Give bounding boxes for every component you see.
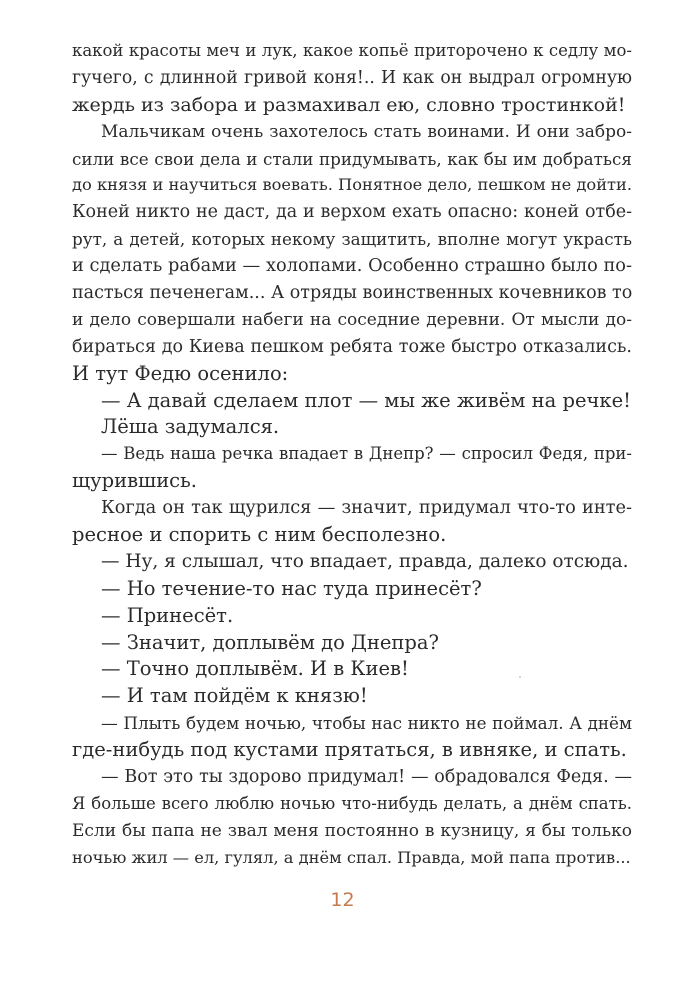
text-line: где-нибудь под кустами прятаться, в ивняке, и спать. [72,738,627,762]
text-line: — Вот это ты здорово придумал! — обрадовался Федя. — [101,767,632,788]
text-line: и сделать рабами — холопами. Особенно страшно было по- [72,256,632,277]
text-line: Если бы папа не звал меня постоянно в кузницу, я бы только [72,820,632,841]
paper-speck [519,676,521,678]
text-line: Мальчикам очень захотелось стать воинами. И они забро- [101,121,632,142]
text-line: — Плыть будем ночью, чтобы нас никто не поймал. А днём [101,713,632,734]
text-line: — А давай сделаем плот — мы же живём на речке! [101,388,631,412]
text-line: рут, а детей, которых некому защитить, вполне могут украсть [72,229,632,250]
text-line: — И там пойдём к князю! [101,684,368,708]
text-line: Лёша задумался. [101,415,280,439]
text-line: Я больше всего люблю ночью что-нибудь делать, а днём спать. [72,793,632,813]
text-line: Когда он так щурился — значит, придумал что-то инте- [101,498,632,519]
body-text [72,38,632,872]
text-line: — Принесёт. [101,603,234,627]
text-line: до князя и научиться воевать. Понятное дело, пешком не дойти. [72,175,633,195]
text-line: И тут Федю осенило: [72,361,289,385]
text-line: Коней никто не даст, да и верхом ехать опасно: коней отбе- [72,202,632,223]
text-line: сили все свои дела и стали придумывать, как бы им добраться [72,148,632,169]
text-line: какой красоты меч и лук, какое копьё приторочено к седлу мо- [72,41,632,60]
text-line: пасться печенегам... А отряды воинственных кочевников то [72,283,633,304]
text-line: — Точно доплывём. И в Киев! [101,657,409,681]
text-line: — Значит, доплывём до Днепра? [101,630,439,654]
text-line: щурившись. [72,469,197,493]
page-number: 12 [330,889,355,911]
text-line: ресное и спорить с ним бесполезно. [72,523,447,547]
text-line: ночью жил — ел, гулял, а днём спал. Правда, мой папа против... [72,847,631,867]
text-line: бираться до Киева пешком ребята тоже быстро отказались. [72,336,632,357]
text-line: жердь из забора и размахивал ею, словно тростинкой! [72,93,626,116]
text-line: — Ведь наша речка впадает в Днепр? — спросил Федя, при- [101,444,632,464]
text-line: гучего, с длинной гривой коня!.. И как он выдрал огромную [72,67,632,88]
text-line: — Ну, я слышал, что впадает, правда, далеко отсюда. [101,550,629,572]
text-line: и дело совершали набеги на соседние деревни. От мысли до- [72,309,632,330]
text-line: — Но течение-то нас туда принесёт? [101,576,482,600]
